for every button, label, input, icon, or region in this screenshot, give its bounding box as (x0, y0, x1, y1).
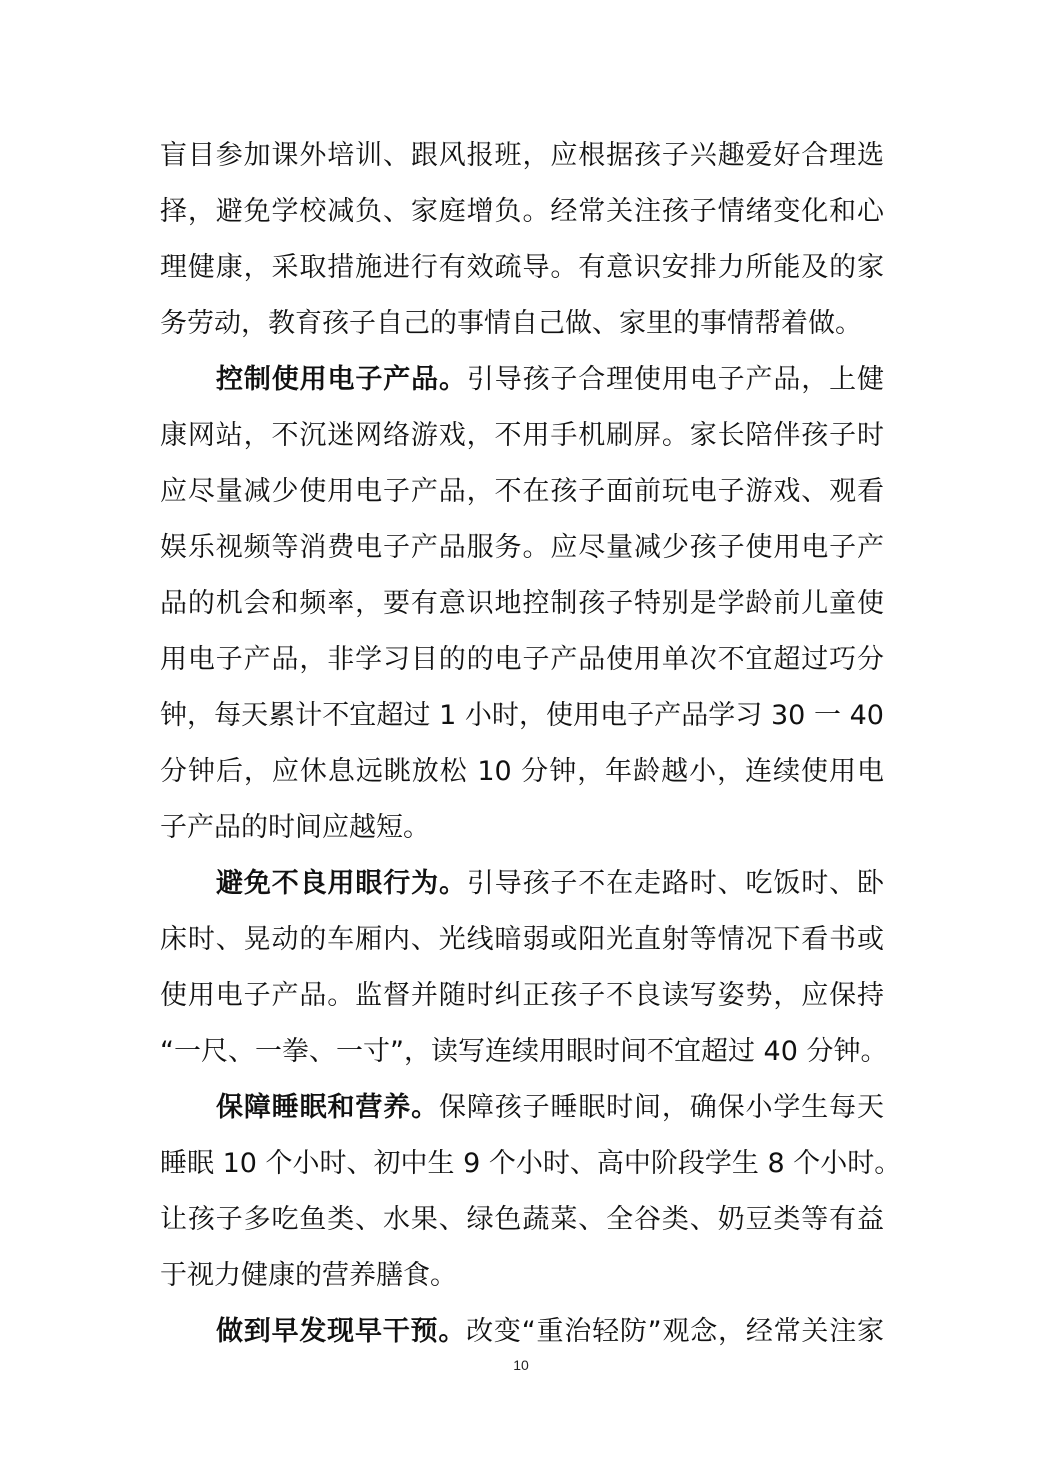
text-line: 床时、晃动的车厢内、光线暗弱或阳光直射等情况下看书或 (160, 924, 884, 955)
text-line: 于视力健康的营养膳食。 (160, 1260, 457, 1291)
text-line: 睡眠 10 个小时、初中生 9 个小时、高中阶段学生 8 个小时。 (160, 1148, 902, 1179)
text-line: 让孩子多吃鱼类、水果、绿色蔬菜、全谷类、奶豆类等有益 (160, 1204, 884, 1235)
text-line: 用电子产品，非学习目的的电子产品使用单次不宜超过巧分 (160, 644, 884, 675)
text-line: 盲目参加课外培训、跟风报班，应根据孩子兴趣爱好合理选 (160, 140, 884, 171)
text-line: 品的机会和频率，要有意识地控制孩子特别是学龄前儿童使 (160, 588, 884, 619)
text-line: 钟，每天累计不宜超过 1 小时，使用电子产品学习 30 一 40 (160, 700, 884, 731)
section-heading: 避免不良用眼行为。 (216, 868, 467, 899)
paragraph-first-line: 做到早发现早干预。改变“重治轻防”观念，经常关注家 (216, 1316, 885, 1347)
paragraph-first-line: 避免不良用眼行为。引导孩子不在走路时、吃饭时、卧 (216, 868, 885, 899)
paragraph-first-line: 保障睡眠和营养。保障孩子睡眠时间，确保小学生每天 (216, 1092, 885, 1123)
text-line: 使用电子产品。监督并随时纠正孩子不良读写姿势，应保持 (160, 980, 884, 1011)
text-line: 娱乐视频等消费电子产品服务。应尽量减少孩子使用电子产 (160, 532, 884, 563)
text-line: 择，避免学校减负、家庭增负。经常关注孩子情绪变化和心 (160, 196, 884, 227)
text-line: 分钟后，应休息远眺放松 10 分钟，年龄越小，连续使用电 (160, 756, 884, 787)
section-heading: 做到早发现早干预。 (216, 1316, 467, 1347)
paragraph-first-line: 控制使用电子产品。引导孩子合理使用电子产品，上健 (216, 364, 885, 395)
section-heading: 控制使用电子产品。 (216, 364, 467, 395)
section-heading: 保障睡眠和营养。 (216, 1092, 439, 1123)
page-number: 10 (513, 1357, 529, 1373)
text-line: 应尽量减少使用电子产品，不在孩子面前玩电子游戏、观看 (160, 476, 884, 507)
text-line: 康网站，不沉迷网络游戏，不用手机刷屏。家长陪伴孩子时 (160, 420, 884, 451)
text-line: 子产品的时间应越短。 (160, 812, 430, 843)
text-line: 务劳动，教育孩子自己的事情自己做、家里的事情帮着做。 (160, 308, 862, 339)
text-line: 理健康，采取措施进行有效疏导。有意识安排力所能及的家 (160, 252, 884, 283)
text-line: “一尺、一拳、一寸”，读写连续用眼时间不宜超过 40 分钟。 (160, 1036, 888, 1067)
